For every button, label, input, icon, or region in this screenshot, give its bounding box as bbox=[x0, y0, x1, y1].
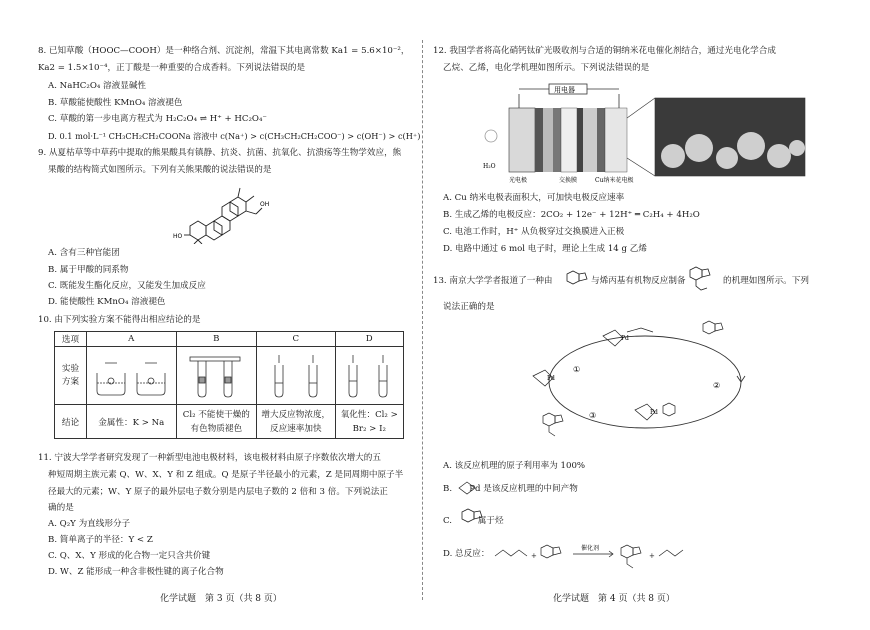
catalytic-cycle-figure bbox=[515, 318, 775, 444]
step-3-label: ③ bbox=[589, 411, 597, 420]
pd-complex-icon bbox=[455, 478, 479, 498]
row-label-conclusion: 结论 bbox=[55, 405, 87, 439]
q11-option-c: C. Q、X、Y 形成的化合物一定只含共价键 bbox=[48, 551, 211, 561]
plan-d-cell bbox=[335, 347, 404, 405]
ho-label: HO bbox=[173, 233, 183, 240]
q11-option-b: B. 简单离子的半径：Y < Z bbox=[48, 535, 153, 545]
q11-option-d: D. W、Z 能形成一种含非极性键的离子化合物 bbox=[48, 567, 224, 577]
table-head-b: B bbox=[176, 332, 256, 347]
q8-option-b: B. 草酸能使酸性 KMnO₄ 溶液褪色 bbox=[48, 98, 183, 108]
svg-text:+: + bbox=[531, 552, 537, 560]
conclusion-b: Cl₂ 不能使干燥的有色物质褪色 bbox=[176, 405, 256, 439]
q11-line3: 径最大的元素；W、Y 原子的最外层电子数分别是内层电子数的 2 倍和 3 倍。下列说法正 bbox=[48, 487, 388, 497]
product-bottom-left bbox=[543, 413, 563, 436]
q11-option-a: A. Q₂Y 为直线形分子 bbox=[48, 519, 131, 529]
page-footer-right: 化学试题 第 4 页（共 8 页） bbox=[553, 594, 675, 604]
indole-structure-icon bbox=[564, 268, 590, 290]
experiment-d-figure bbox=[339, 351, 399, 401]
sun-icon bbox=[485, 130, 497, 142]
overall-reaction-figure bbox=[493, 538, 729, 570]
table-head-option: 选项 bbox=[55, 332, 87, 347]
photoelectrode-label: 光电极 bbox=[509, 177, 528, 184]
page-left bbox=[0, 0, 423, 630]
svg-text:+: + bbox=[649, 552, 655, 560]
pd-label-bottom: Pd bbox=[650, 409, 658, 416]
plan-c-cell bbox=[257, 347, 335, 405]
allyl-indole-product-icon bbox=[687, 262, 721, 294]
q12-option-d: D. 电路中通过 6 mol 电子时，理论上生成 14 g 乙烯 bbox=[443, 244, 647, 254]
q12-line1: 12. 我国学者将高化硝钙钛矿光吸收剂与合适的铜纳米花电催化剂结合，通过光电化学合成 bbox=[433, 46, 776, 56]
q13-line2: 说法正确的是 bbox=[443, 302, 495, 312]
q13-option-a: A. 该反应机理的原子利用率为 100% bbox=[443, 461, 586, 471]
q12-line2: 乙烷、乙烯，电化学机理如图所示。下列说法错误的是 bbox=[443, 63, 650, 73]
q9-option-b: B. 属于甲酸的同系物 bbox=[48, 265, 129, 275]
h2o-label: H₂O bbox=[483, 163, 496, 170]
pd-label-left: Pd bbox=[547, 375, 555, 382]
oh-label: OH bbox=[260, 201, 270, 208]
step-1-label: ① bbox=[573, 365, 581, 374]
catalyst-label: 催化剂 bbox=[581, 545, 600, 552]
indole-option-c-icon bbox=[459, 506, 485, 530]
experiment-a-figure bbox=[91, 351, 171, 401]
conclusion-d: 氧化性：Cl₂ > Br₂ > I₂ bbox=[335, 405, 404, 439]
experiment-c-figure bbox=[261, 351, 331, 401]
q8-option-c: C. 草酸的第一步电离方程式为 H₂C₂O₄ ⇌ H⁺ + HC₂O₄⁻ bbox=[48, 114, 267, 124]
step-2-label: ② bbox=[713, 381, 721, 390]
q12-option-c: C. 电池工作时，H⁺ 从负极穿过交换膜进入正极 bbox=[443, 227, 625, 237]
q11-line4: 确的是 bbox=[48, 503, 74, 513]
membrane-label: 交换膜 bbox=[559, 177, 578, 184]
experiment-b-figure bbox=[180, 351, 252, 401]
table-head-d: D bbox=[335, 332, 404, 347]
q10-line1: 10. 由下列实验方案不能得出相应结论的是 bbox=[38, 315, 201, 325]
q8-option-a: A. NaHC₂O₄ 溶液显碱性 bbox=[48, 81, 147, 91]
q9-option-a: A. 含有三种官能团 bbox=[48, 248, 120, 258]
row-label-plan: 实验方案 bbox=[55, 347, 87, 405]
plan-b-cell bbox=[176, 347, 256, 405]
q9-option-d: D. 能使酸性 KMnO₄ 溶液褪色 bbox=[48, 297, 166, 307]
conclusion-c: 增大反应物浓度，反应速率加快 bbox=[257, 405, 335, 439]
conclusion-a: 金属性：K > Na bbox=[86, 405, 176, 439]
page-right bbox=[423, 0, 870, 630]
page-footer-left: 化学试题 第 3 页（共 8 页） bbox=[160, 594, 282, 604]
indole-reagent-top-right bbox=[703, 321, 723, 334]
table-head-a: A bbox=[86, 332, 176, 347]
q11-line1: 11. 宁波大学学者研究发现了一种新型电池电极材料，该电极材料由原子序数依次增大的五 bbox=[38, 453, 381, 463]
plan-a-cell bbox=[86, 347, 176, 405]
device-label: 用电器 bbox=[554, 86, 575, 94]
pd-label-top: Pd bbox=[621, 335, 629, 342]
q13-line1b: 与烯丙基有机物反应制备 bbox=[591, 276, 686, 286]
q11-line2: 种短周期主族元素 Q、W、X、Y 和 Z 组成。Q 是原子半径最小的元素，Z 是同周期中原子半 bbox=[48, 470, 404, 480]
q13-line1c: 的机理如图所示。下列 bbox=[723, 276, 809, 286]
table-head-c: C bbox=[257, 332, 335, 347]
q8-line1: 8. 已知草酸（HOOC—COOH）是一种络合剂、沉淀剂，常温下其电离常数 Ka1 = 5.6×10⁻²， bbox=[38, 46, 410, 56]
q8-option-d: D. 0.1 mol·L⁻¹ CH₃CH₂CH₂COONa 溶液中 c(Na⁺) > c(CH₃CH₂CH₂COO⁻) > c(OH⁻) > c(H⁺) bbox=[48, 131, 421, 141]
q9-line2: 果酸的结构简式如图所示。下列有关熊果酸的说法错误的是 bbox=[48, 165, 272, 175]
q13-option-d-prefix: D. 总反应： bbox=[443, 549, 490, 559]
cell-stack bbox=[509, 108, 627, 172]
q12-option-a: A. Cu 纳米电极表面积大，可加快电极反应速率 bbox=[443, 193, 625, 203]
q13-option-c: C. 属于烃 bbox=[443, 516, 504, 526]
ursolic-acid-structure-figure bbox=[170, 178, 280, 244]
photoelectrochemical-cell-figure bbox=[479, 78, 815, 188]
q10-options-table bbox=[54, 331, 404, 439]
q8-line2: Ka2 = 1.5×10⁻⁴，正丁酸是一种重要的合成香料。下列说法错误的是 bbox=[38, 63, 306, 73]
q13-line1a: 13. 南京大学学者报道了一种由 bbox=[433, 276, 553, 286]
q9-line1: 9. 从夏枯草等中草药中提取的熊果酸具有镇静、抗炎、抗菌、抗氧化、抗溃疡等生物学效应，熊 bbox=[38, 148, 402, 158]
q13-option-b: B. Pd 是该反应机理的中间产物 bbox=[443, 484, 578, 494]
q12-option-b: B. 生成乙烯的电极反应：2CO₂ + 12e⁻ + 12H⁺ ═ C₂H₄ + 4H₂O bbox=[443, 210, 700, 220]
q9-option-c: C. 既能发生酯化反应，又能发生加成反应 bbox=[48, 281, 206, 291]
cu-electrode-label: Cu纳米花电极 bbox=[595, 177, 634, 184]
